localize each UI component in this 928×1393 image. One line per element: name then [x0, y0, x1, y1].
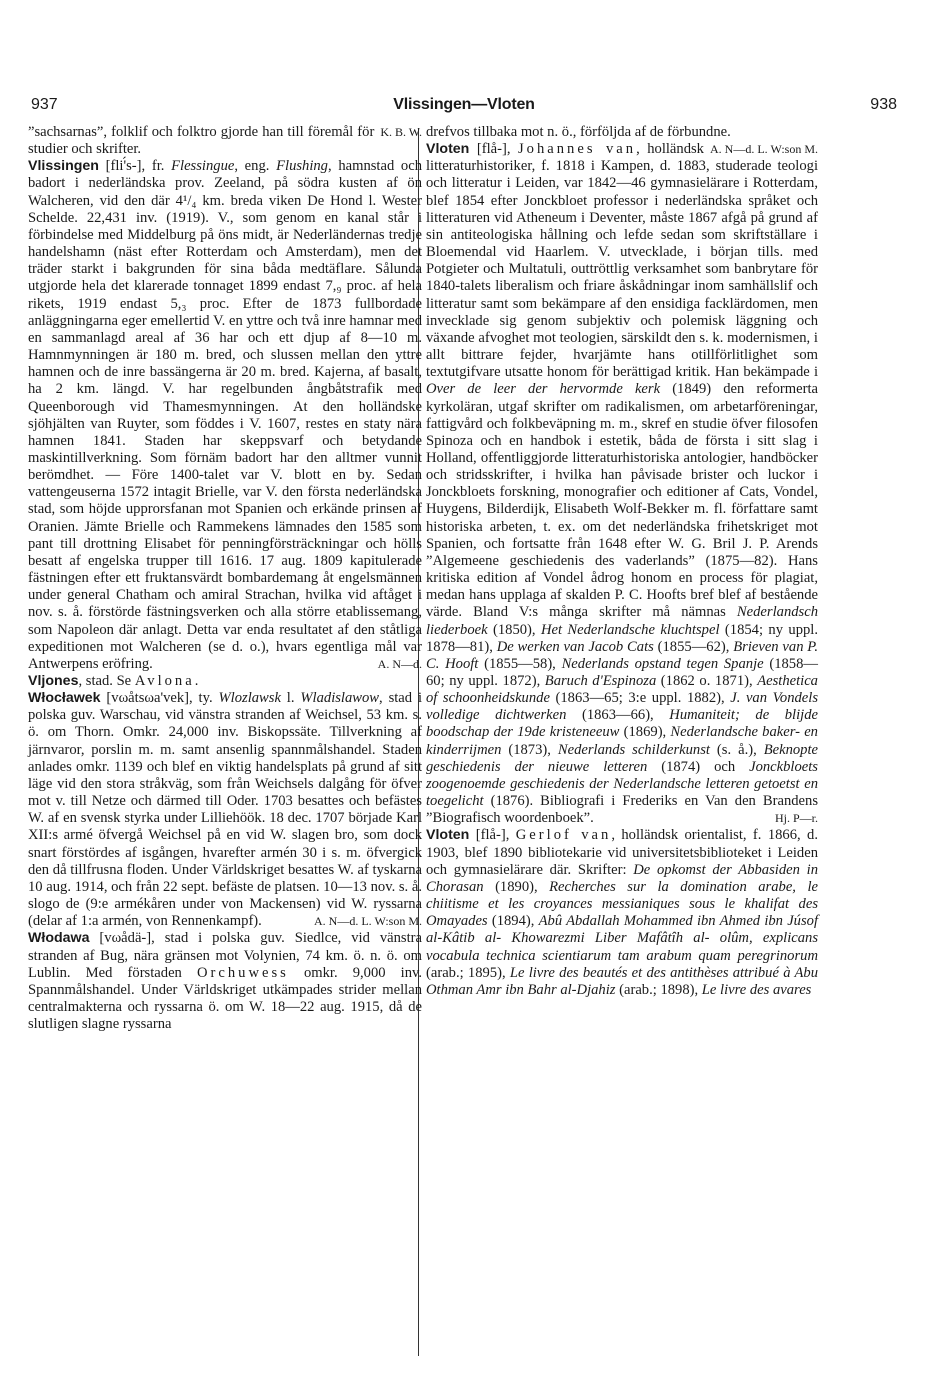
cross-reference: Avlona — [134, 673, 195, 689]
entry-text: (1854; ny uppl. 1878—81), — [426, 621, 818, 655]
work-title: Over de leer der hervormde kerk — [426, 381, 661, 398]
entry-text: (1858—60; ny uppl. 1872), — [426, 655, 818, 689]
spaced-name: Gerlof van — [515, 827, 612, 844]
entry-text: [flå-], — [469, 827, 516, 844]
headword: Włodawa — [28, 930, 90, 947]
running-title: Vlissingen—Vloten — [393, 96, 535, 113]
entry-text: (1873), — [501, 741, 558, 758]
italic-term: Flessingue — [171, 158, 235, 175]
entry-wloclawek — [28, 690, 422, 930]
entry-text: [fli'́s-], fr. — [98, 158, 172, 175]
headword: Vloten — [426, 827, 470, 844]
entry-text: (1850), — [487, 621, 541, 638]
entry-text: , stad i polska guv. Warschau, vid vänstra stranden af Weichsel, 53 km. s. ö. om Thorn. Omkr. 24,000 inv. Biskopssäte. Tillverkning af järnvaror, porslin m. m. samt ansenlig spannmålshandel. Staden anlades omkr. 1139 och blef en viktig handelsplats på grund af sitt läge vid den stora stråkväg, som från Weichsels dalgång för öfver mot v. till Netze och därmed till Oder. 1703 besattes och befästes W. af en svensk styrka under Lilliehöök. 18 dec. 1707 började Karl XII:s armé öfvergå Weichsel på en vid W. slagen bro, som dock snart förstördes af isgången, hvarefter armén 30 i s. m. öfvergick den då tillfrusna floden. Under Världskriget besattes W. af tyskarna 10 aug. 1914, och från 22 sept. befäste de platsen. 10—13 nov. s. å. slogo de (9:e armékåren under von Mackensen) vid W. ryssarna (delar af 1:a armén, von Rennenkampf). — [28, 690, 423, 930]
entry-vloten-johannes — [426, 141, 818, 827]
entry-text: (1863—65; 3:e uppl. 1882), — [549, 690, 731, 707]
entry-text: ”sachsarnas”, folklif och folktro gjorde han till föremål för studier och skrifter. — [28, 124, 375, 158]
entry-text: [vωåtsωa'vek], ty. — [100, 690, 219, 707]
entry-text: (1874) och — [647, 758, 750, 775]
entry-text: , eng. — [234, 158, 277, 175]
entry-text: (arab.; 1898), — [615, 981, 702, 998]
spaced-term: Orchuwess — [196, 964, 289, 981]
author-signature: A. N—d. L. W:son M. — [710, 142, 818, 157]
work-title: Nederlandsche baker- en kinderrijmen — [426, 724, 818, 758]
work-title: Nederlandsch liederboek — [426, 604, 818, 638]
entry-text: (arab.; 1895), — [426, 964, 510, 981]
entry-vloten-gerlof — [426, 827, 818, 999]
work-title: Baruch d'Espinoza — [544, 673, 657, 689]
work-title: Nederlands opstand tegen Spanje — [561, 655, 764, 672]
entry-text: (1869), — [619, 724, 671, 741]
italic-term: Wlozlawsk — [218, 690, 281, 707]
entry-text: , holländsk orientalist, f. 1866, d. 1903, blef 1890 bibliotekarie vid universitetsbiblioteket i Leiden och gymnasielärare där. Skrifter: — [426, 827, 818, 878]
work-title: Abû Abdallah Mohammed ibn Ahmed ibn Júsof al-Kâtib al- Khowarezmi Liber Mafâtîh al- olûm, explicans vocabula technica scientiarum tam arabum quam peregrinorum — [426, 913, 818, 964]
entry-text: (1890), — [483, 878, 550, 895]
work-title: Het Nederlandsche kluchtspel — [540, 621, 720, 638]
entry-text: (1876). Bibliografi i Frederiks en Van den Brandens ”Biografisch woordenboek”. — [426, 793, 818, 827]
work-title: Jonckbloets zoogenoemde geschiedenis der Nederlandsche letteren getoetst en toegelicht — [426, 758, 818, 810]
entry-text: [vωådä-], stad i polska guv. Siedlce, vid vänstra stranden af Bug, nära gränsen mot Volynien, 74 km. ö. n. ö. om Lublin. Med förstaden — [28, 930, 422, 981]
work-title: Recherches sur la domination arabe, le chiitisme et les croyances messianiques sous le khalifat des Omayades — [426, 878, 818, 930]
right-column — [426, 124, 818, 999]
entry-text: , hamnstad och badort i nederländska prov. Zeeland, på södra kusten af ön Walcheren, vid den där 4¹/₄ km. breda viken De Hond l. Wester Schelde. 22,431 inv. (1919). V., som genom en kanal står i förbindelse med Middelburg på öns midt, är Nederländernas tredje handelshamn (näst efter Rotterdam och Amsterdam), men det träder starkt i bakgrunden för sina båda medtäflare. Sålunda utgjorde hela det klarerade tonnaget 1899 endast 7,₉ proc. af hela rikets, 1919 endast 5,₃ proc. Efter de 1873 fullbordade anläggningarna eger emellertid V. en yttre och två inre hamnar med en sammanlagd areal af 36 har och ett djup af 8—10 m. Hamnmynningen är 180 m. bred, och slussen mellan den yttre hamnen och de inre bassängerna är 20 m. bred. Kajerna, af basalt, ha 2 km. längd. V. har regelbunden ångbåtstrafik med Queenborough vid Thamesmynningen. At den holländske sjöhjälten van Ruyter, som föddes i V. 1607, restes en staty nära hamnen 1841. Staden har skeppsvarf och betydande maskintillverkning. Som förnäm badort har den alltmer vunnit berömdhet. — Före 1400-talet var V. blott en by. Sedan vattengeuserna 1572 intagit Brielle, var V. den första nederländska stad, som höjde upprorsfanan mot Spanien och erkände prinsen af Oranien. Jämte Brielle och Rammekens lämnades den 1585 som pant till drottning Elisabet för penningförsträckningar och hölls besatt af engelska trupper till 1616. 17 aug. 1809 kapitulerade fästningen efter ett fruktansvärdt bombardemang åt engelsmännen under general Chatham och amiral Strachan, hvilka vid aftåget i nov. s. å. förstörde fästningsverken och alla större etablissemang, som Napoleon där anlagt. Detta var enda resultatet af den ståtliga expeditionen mot Walcheren (se d. o.), hvars egentliga mål var Antwerpens eröfring. — [28, 158, 423, 672]
entry-text: drefvos tillbaka mot n. ö., förföljda af de förbundne. — [426, 124, 731, 140]
headword: Włocławek — [28, 690, 101, 707]
entry-text: omkr. 9,000 inv. Spannmålshandel. Under Världskriget utkämpades strider mellan centralmakterna och ryssarna ö. om W. 18—22 aug. 1915, då de slutligen slagne ryssarna — [28, 964, 423, 1033]
work-title: De opkomst der Abbasiden in Chorasan — [426, 861, 818, 895]
italic-term: Wladislawow — [300, 690, 380, 707]
page-number-left: 937 — [31, 96, 58, 113]
author-signature: Hj. P—r. — [774, 811, 818, 826]
author-signature: A. N—d. L. W:son M. — [314, 914, 422, 929]
entry-carryover-left — [28, 124, 422, 158]
work-title: Beknopte geschiedenis der nieuwe letteren — [426, 741, 818, 775]
work-title: J. van Vondels volledige dichtwerken — [426, 690, 819, 724]
entry-vljones — [28, 673, 422, 690]
entry-text: . — [194, 673, 199, 689]
headword: Vlissingen — [28, 158, 99, 175]
entry-text: (1894), — [487, 913, 539, 930]
entry-wlodawa — [28, 930, 422, 1033]
entry-text: (1862 o. 1871), — [656, 673, 758, 689]
entry-text: (s. å.), — [709, 741, 764, 758]
work-title: Aesthetica of schoonheidskunde — [426, 673, 818, 707]
entry-text: l. — [280, 690, 301, 707]
work-title: Brieven van P. C. Hooft — [426, 638, 818, 672]
entry-text: , holländsk litteraturhistoriker, f. 1818 i Kampen, d. 1883, studerade teologi och litteratur i Leiden, var 1842—46 gymnasielärare i Rotterdam, blef 1854 efter Jonckbloet professor i nederländska språket och litteraturen vid Atheneum i Deventer, måste 1867 afgå på grund af sin antiteologiska hållning och lefde sedan som skriftställare i Bloemendal vid Haarlem. V. utvecklade, i början tills. med Potgieter och Multatuli, outtröttlig verksamhet som banbrytare för 1840-talets liberalism och friare åskådningar inom samhällslif och litteratur samt som bekämpare af den ensidiga facklärdomen, men invecklade sig genom subjektiv och polemisk läggning och växande afvoghet mot teologien, särskildt den s. k. modernismen, i allt bittrare fejder, hvarjämte hans otillförlitlighet som textutgifvare utsatte honom för berättigad kritik. Han bekämpade i — [426, 141, 818, 381]
work-title: Humaniteit; de blijde boodschap der 19de kristeneeuw — [426, 707, 818, 741]
work-title: Nederlands schilderkunst — [557, 741, 710, 758]
italic-term: Flushing — [276, 158, 328, 175]
author-signature: K. B. W. — [380, 125, 422, 139]
work-title: De werken van Jacob Cats — [496, 638, 654, 655]
headword: Vljones — [28, 673, 79, 689]
entry-text: (1849) den reformerta kyrkoläran, utgaf skrifter om radikalismen, om arbetarföreningar, fattigvård och folkbeväpning m. m., skref en studie öfver filosofen Spinoza och en handbok i estetik, båda de första i sitt slag i Holland, offentliggjorde litteraturhistoriska antologier, handböcker och stridsskrifter, i hvilka han påvisade brister och luckor i Jonckbloets forskning, monografier och editioner af Cats, Vondel, Huygens, Bilderdijk, Elisabeth Wolf-Bekker m. fl. författare samt historiska arbeten, t. ex. om det nederländska frihetskriget mot Spanien, och fortsatte från 1648 efter W. G. Bril J. P. Arends ”Algemeene geschiedenis des vaderlands” (1875—82). Hans kritiska edition af Vondel ådrog honom en process för plagiat, medan hans upplaga af skalden P. C. Hoofts bref blef af bestående värde. Bland V:s många skrifter må nämnas — [426, 381, 818, 621]
entry-text: [flå-], — [469, 141, 518, 158]
headword: Vloten — [426, 141, 470, 158]
page-header — [31, 96, 897, 120]
author-signature: A. N—d. — [377, 656, 422, 671]
page-number-right: 938 — [870, 96, 897, 113]
entry-text: (1855—62), — [653, 638, 734, 655]
spaced-name: Johannes van — [518, 141, 637, 158]
work-title: Le livre des beautés et des antithèses attribué à Abu Othman Amr ibn Bahr al-Djahiz — [426, 964, 818, 998]
entry-text: (1863—66), — [566, 707, 670, 724]
work-title: Le livre des avares — [701, 981, 812, 998]
entry-text: , stad. Se — [78, 673, 135, 689]
left-column — [28, 124, 422, 1033]
entry-text: (1855—58), — [478, 655, 562, 672]
entry-vlissingen — [28, 158, 422, 673]
